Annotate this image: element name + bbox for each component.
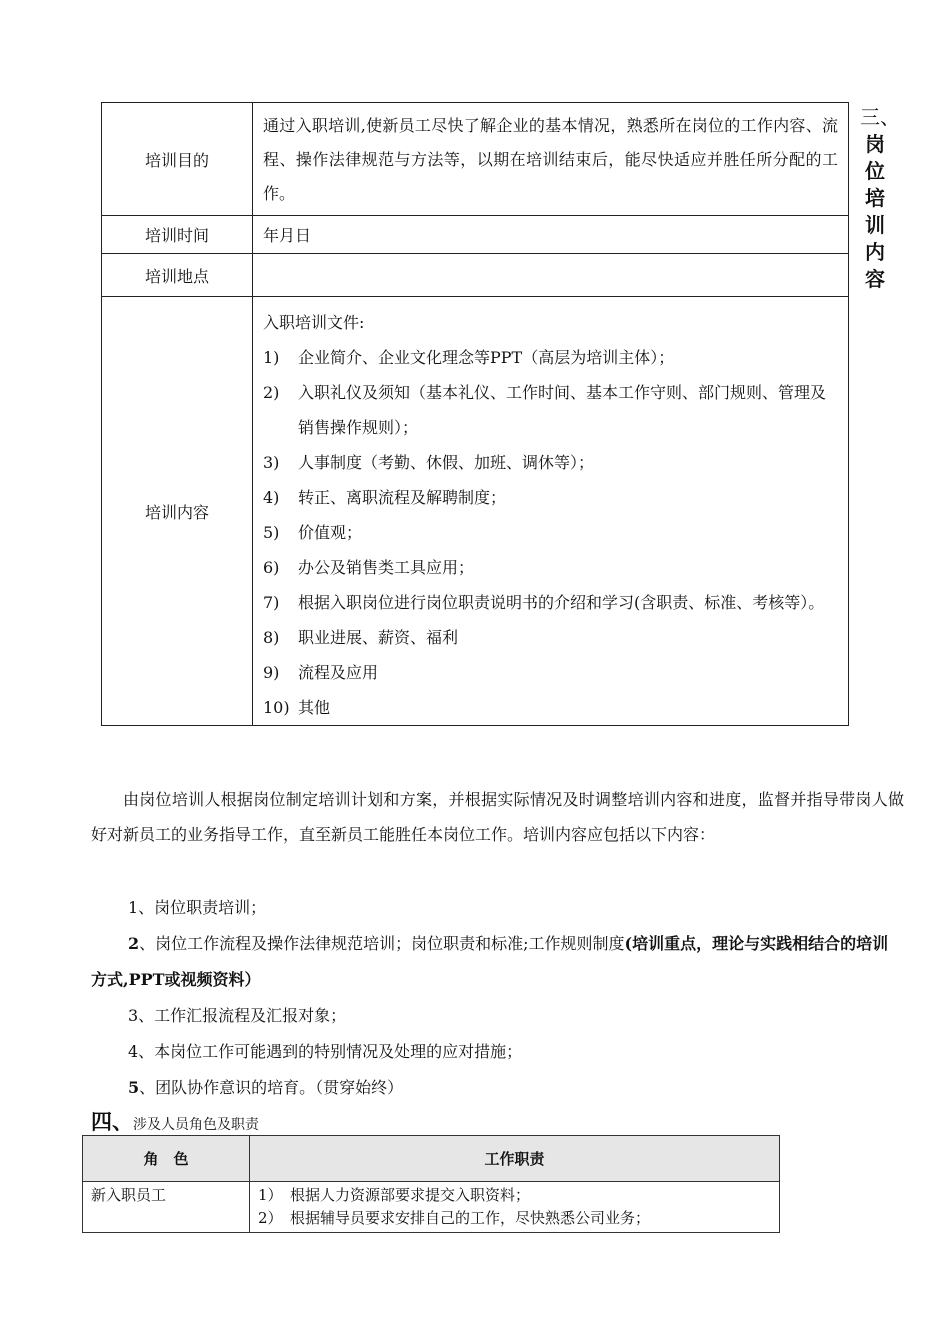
- section-4-title: 涉及人员角色及职责: [133, 1117, 259, 1133]
- post-item-2-emphasis: (培训重点，理论与实践相结合的培训方式,PPT或视频资料）: [91, 934, 889, 989]
- content-item: [263, 480, 838, 515]
- item-number: 5): [263, 523, 280, 542]
- duty-line: 2） 根据辅导员要求安排自己的工作，尽快熟悉公司业务；: [258, 1209, 651, 1227]
- item-text: 流程及应用: [298, 663, 379, 682]
- content-item: [263, 340, 838, 375]
- item-number: 3): [263, 453, 280, 472]
- purpose-text: 通过入职培训,使新员工尽快了解企业的基本情况，熟悉所在岗位的工作内容、流程、操作法律规范与方法等，以期在培训结束后，能尽快适应并胜任所分配的工作。: [253, 103, 849, 216]
- item-text: 办公及销售类工具应用；: [298, 558, 475, 577]
- item-text: 企业简介、企业文化理念等PPT（高层为培训主体）；: [298, 348, 675, 367]
- content-item: [263, 375, 838, 445]
- post-item-2: [91, 926, 904, 998]
- post-item-5: [91, 1070, 904, 1106]
- post-item-5-number: 5: [128, 1078, 140, 1097]
- section-3-number: 三、: [860, 105, 900, 129]
- item-number: 8): [263, 628, 280, 647]
- location-label: 培训地点: [102, 254, 253, 297]
- time-value: 年月日: [253, 216, 849, 254]
- post-training-items: [91, 890, 904, 1106]
- content-cell: [253, 297, 849, 726]
- section-3-char: 容: [865, 267, 885, 291]
- content-item: [263, 445, 838, 480]
- section-3-char: 位: [865, 159, 885, 183]
- post-item-4: 4、本岗位工作可能遇到的特别情况及处理的应对措施；: [128, 1042, 523, 1061]
- section-4-heading: [91, 1106, 259, 1136]
- section-3-char: 岗: [865, 132, 885, 156]
- duty-line: 1） 根据人力资源部要求提交入职资料；: [258, 1186, 531, 1204]
- post-item-2-number: 2: [128, 934, 140, 953]
- item-number: 1): [263, 348, 280, 367]
- role-header: 角 色: [83, 1136, 250, 1182]
- content-label: 培训内容: [102, 297, 253, 726]
- section-3-title: [860, 104, 900, 293]
- item-text: 其他: [298, 698, 331, 717]
- duty-header: 工作职责: [250, 1136, 780, 1182]
- item-text: 转正、离职流程及解聘制度；: [298, 488, 507, 507]
- section-4-number: 四、: [91, 1110, 133, 1134]
- content-item: [263, 655, 838, 690]
- content-item: [263, 550, 838, 585]
- location-value: [253, 254, 849, 297]
- post-item-5-text: 、团队协作意识的培育。（贯穿始终）: [139, 1078, 404, 1097]
- role-cell: 新入职员工: [83, 1182, 250, 1233]
- section-3-char: 培: [865, 186, 885, 210]
- item-text: 人事制度（考勤、休假、加班、调休等）；: [298, 453, 595, 472]
- item-number: 7): [263, 593, 280, 612]
- post-training-intro: 由岗位培训人根据岗位制定培训计划和方案，并根据实际情况及时调整培训内容和进度，监督并指导带岗人做好对新员工的业务指导工作，直至新员工能胜任本岗位工作。培训内容应包括以下内容：: [91, 790, 904, 844]
- training-info-table: [101, 102, 849, 726]
- table-row: [83, 1182, 780, 1233]
- item-number: 9): [263, 663, 280, 682]
- duty-cell: [250, 1182, 780, 1233]
- post-item-2-text: 、岗位工作流程及操作法律规范培训；岗位职责和标准;工作规则制度: [139, 934, 625, 953]
- item-number: 10): [263, 698, 290, 717]
- content-item: [263, 690, 838, 725]
- purpose-label: 培训目的: [102, 103, 253, 216]
- content-intro: 入职培训文件:: [263, 313, 365, 332]
- item-text: 入职礼仪及须知（基本礼仪、工作时间、基本工作守则、部门规则、管理及销售操作规则）；: [298, 383, 827, 437]
- item-text: 价值观；: [298, 523, 363, 542]
- item-number: 6): [263, 558, 280, 577]
- roles-table: [82, 1135, 780, 1233]
- post-item-3: 3、工作汇报流程及汇报对象；: [128, 1006, 347, 1025]
- time-label: 培训时间: [102, 216, 253, 254]
- post-item-1: 1、岗位职责培训；: [128, 898, 267, 917]
- item-number: 4): [263, 488, 280, 507]
- item-text: 职业进展、薪资、福利: [298, 628, 459, 647]
- content-item: [263, 585, 838, 620]
- content-item: [263, 515, 838, 550]
- item-number: 2): [263, 383, 280, 402]
- section-3-char: 训: [865, 213, 885, 237]
- item-text: 根据入职岗位进行岗位职责说明书的介绍和学习(含职责、标准、考核等）。: [298, 593, 825, 612]
- roles-header-row: [83, 1136, 780, 1182]
- content-item: [263, 620, 838, 655]
- section-3-char: 内: [865, 240, 885, 264]
